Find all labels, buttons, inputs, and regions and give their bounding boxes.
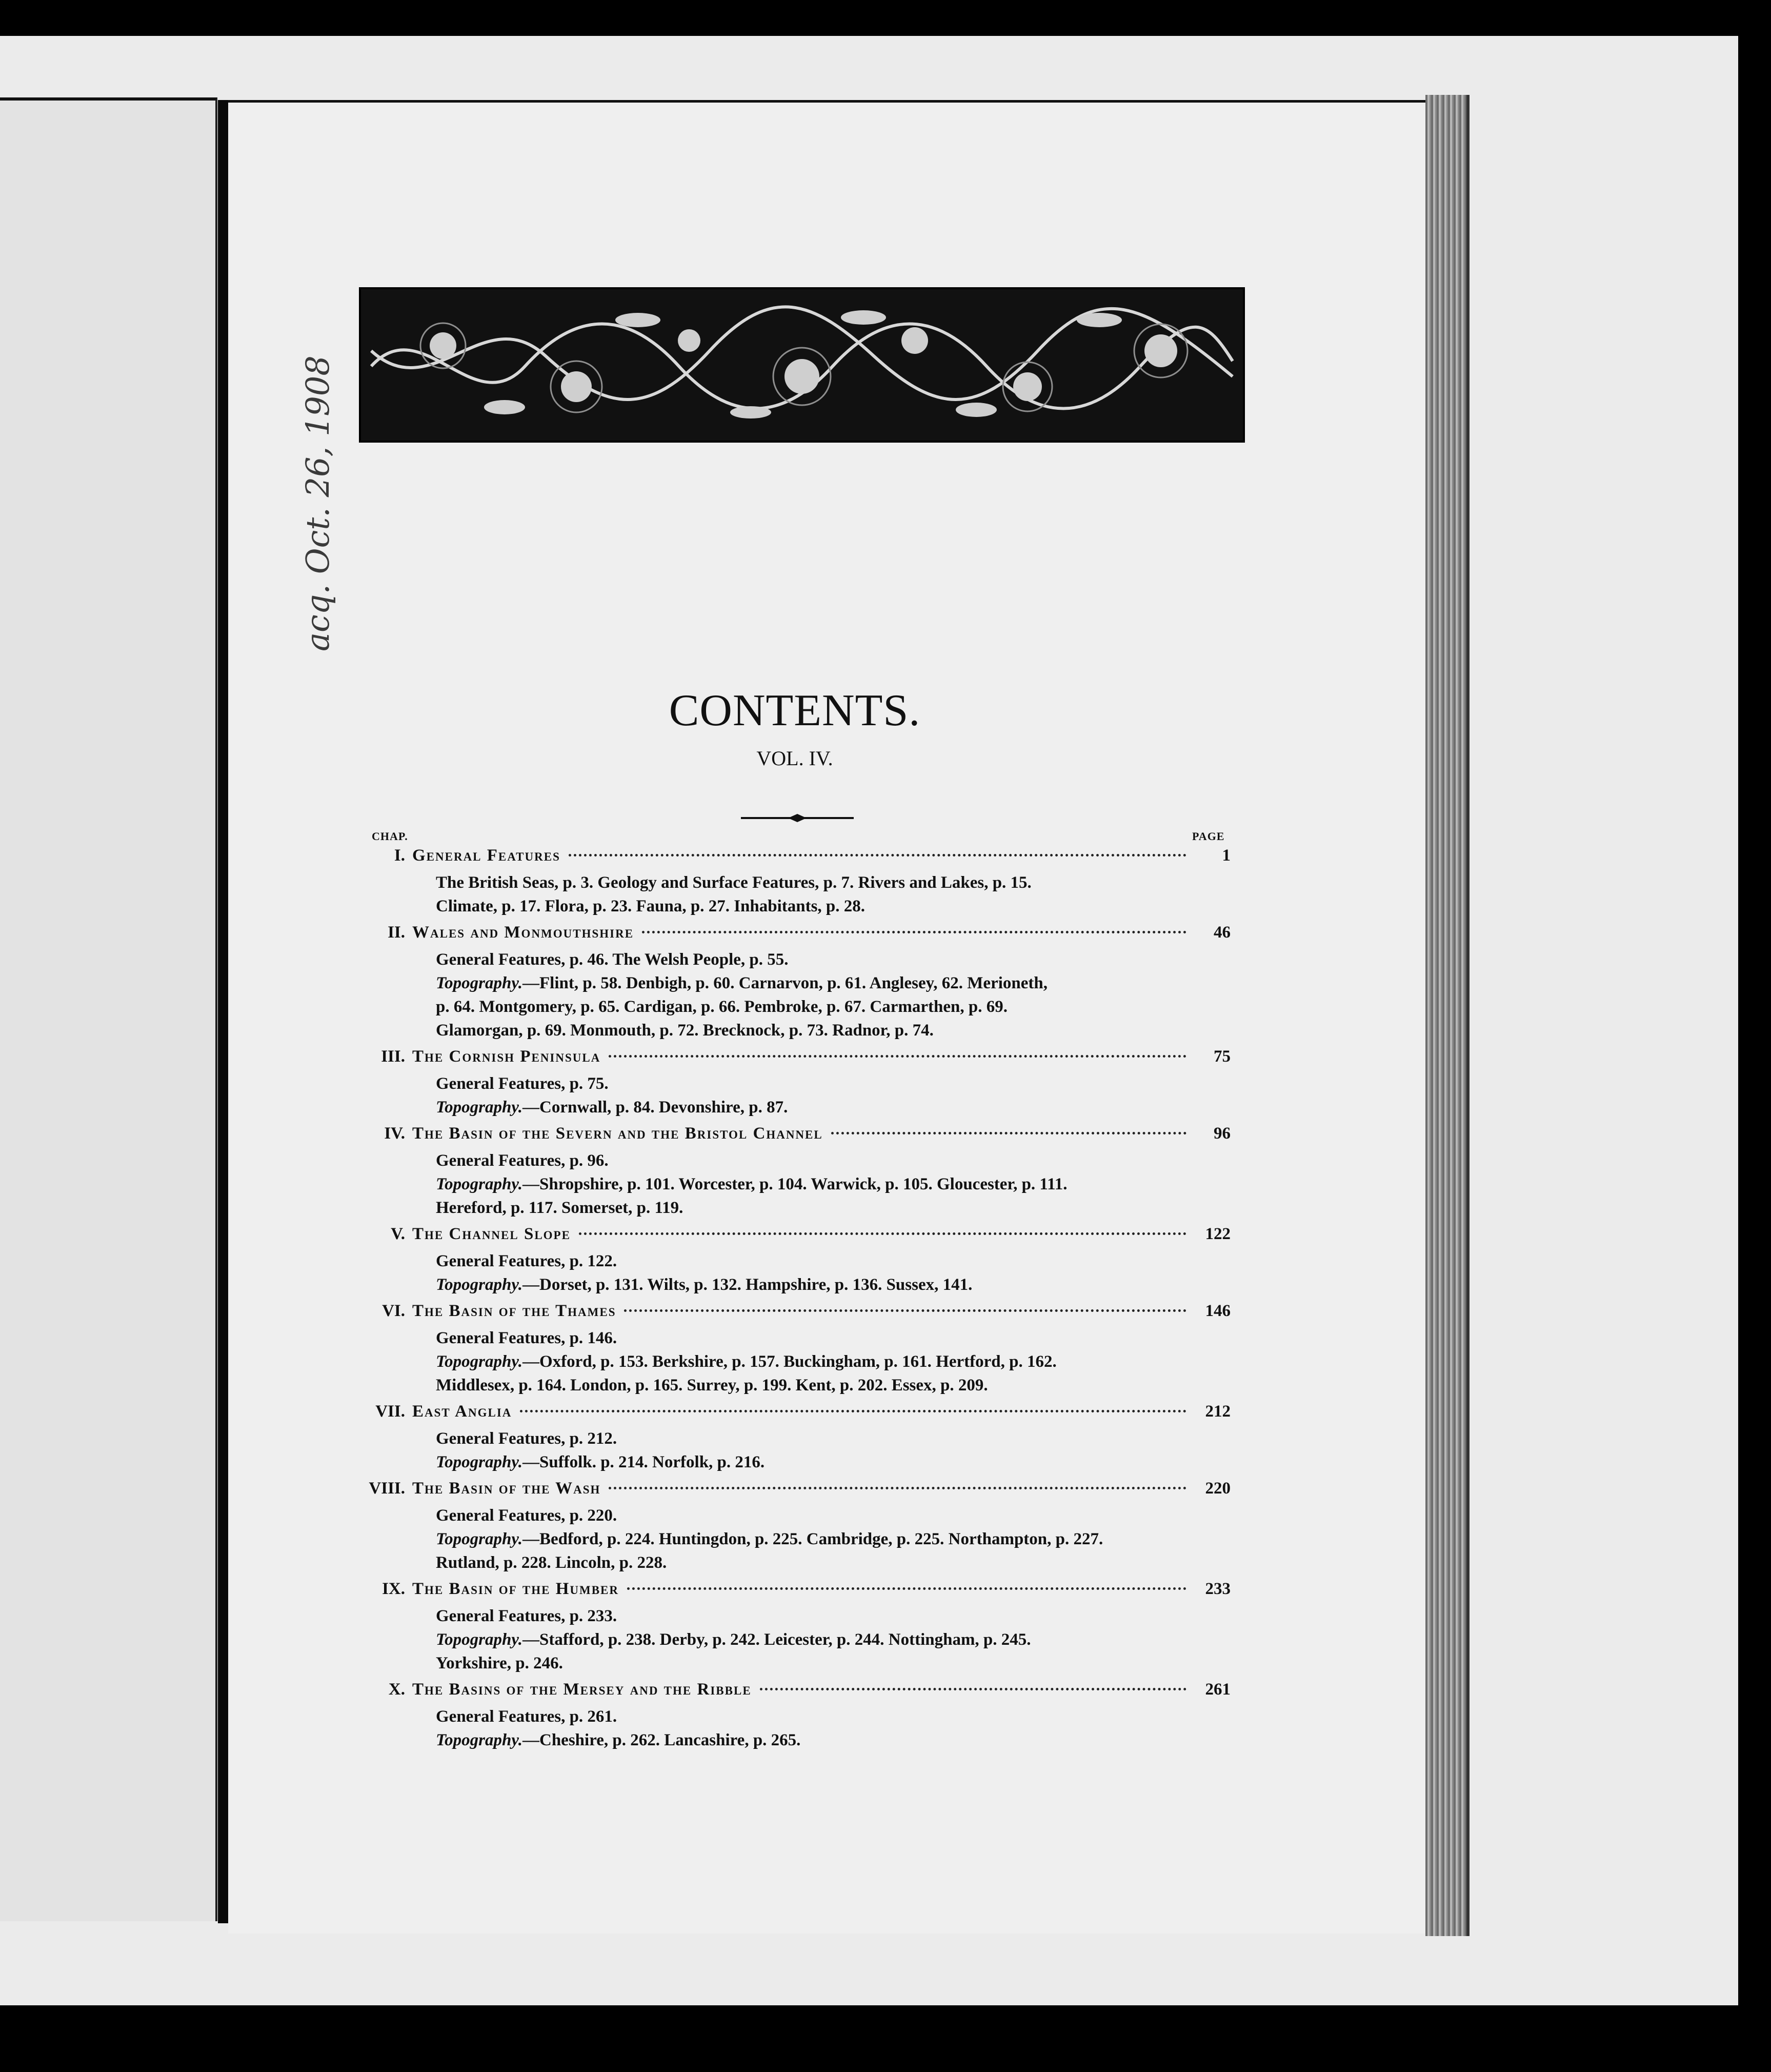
toc-entry-heading	[359, 923, 1231, 948]
chapter-detail-line	[359, 1628, 1231, 1651]
page-column-header: PAGE	[1192, 830, 1225, 843]
dot-leader	[579, 1232, 1186, 1235]
chapter-title: The Basin of the Thames	[412, 1302, 616, 1320]
detail-text: General Features, p. 46. The Welsh People, p. 55.	[436, 950, 789, 969]
left-page	[0, 97, 217, 1921]
toc-entry	[359, 1479, 1231, 1575]
chapter-page-number: 261	[1205, 1680, 1231, 1699]
chapter-detail-line	[359, 1705, 1231, 1728]
chapter-number: I.	[394, 846, 405, 865]
chapter-number: VII.	[375, 1402, 405, 1421]
chapter-page-number: 1	[1222, 846, 1231, 865]
detail-text: —Shropshire, p. 101. Worcester, p. 104. Warwick, p. 105. Gloucester, p. 111.	[522, 1175, 1068, 1193]
chapter-title: East Anglia	[412, 1402, 512, 1421]
dot-leader	[520, 1410, 1186, 1412]
chapter-detail-line	[359, 894, 1231, 918]
chapter-page-number: 212	[1205, 1402, 1231, 1421]
decorative-rule	[741, 813, 854, 823]
toc-entry	[359, 1302, 1231, 1397]
dot-leader	[627, 1587, 1186, 1590]
chapter-page-number: 75	[1214, 1047, 1231, 1066]
chapter-detail-line	[359, 1172, 1231, 1196]
dot-leader	[642, 931, 1186, 933]
chapter-number: II.	[388, 923, 405, 942]
chapter-detail-line	[359, 871, 1231, 894]
chapter-detail-line	[359, 1527, 1231, 1551]
dot-leader	[624, 1309, 1186, 1312]
detail-text: Hereford, p. 117. Somerset, p. 119.	[436, 1199, 683, 1217]
detail-text: Glamorgan, p. 69. Monmouth, p. 72. Brecknock, p. 73. Radnor, p. 74.	[436, 1021, 934, 1040]
topography-label: Topography.	[436, 1276, 522, 1294]
chapter-detail-line	[359, 1604, 1231, 1628]
toc-entry	[359, 1225, 1231, 1297]
toc-entry	[359, 1402, 1231, 1474]
detail-text: General Features, p. 233.	[436, 1607, 617, 1625]
chapter-title: The Channel Slope	[412, 1225, 571, 1243]
toc-entry-heading	[359, 1302, 1231, 1326]
detail-text: Climate, p. 17. Flora, p. 23. Fauna, p. 27. Inhabitants, p. 28.	[436, 897, 866, 915]
volume-label: VOL. IV.	[756, 747, 833, 770]
detail-text: —Suffolk. p. 214. Norfolk, p. 216.	[522, 1453, 765, 1471]
detail-text: —Bedford, p. 224. Huntingdon, p. 225. Cambridge, p. 225. Northampton, p. 227.	[522, 1530, 1103, 1548]
chapter-page-number: 146	[1205, 1302, 1231, 1320]
chapter-detail-line	[359, 1504, 1231, 1527]
chapter-detail-line	[359, 1728, 1231, 1752]
ornamental-headpiece	[359, 287, 1245, 443]
chapter-number: IV.	[384, 1124, 405, 1143]
detail-text: —Dorset, p. 131. Wilts, p. 132. Hampshire, p. 136. Sussex, 141.	[522, 1276, 973, 1294]
page-title: CONTENTS.	[669, 686, 921, 735]
chapter-detail-line	[359, 1450, 1231, 1474]
handwritten-acquisition-note: acq. Oct. 26, 1908	[299, 355, 336, 651]
toc-entry-heading	[359, 1047, 1231, 1072]
toc-entry	[359, 923, 1231, 1042]
topography-label: Topography.	[436, 1530, 522, 1548]
chapter-page-number: 220	[1205, 1479, 1231, 1498]
chapter-detail-line	[359, 1072, 1231, 1095]
chapter-number: VI.	[382, 1302, 405, 1320]
chapter-detail-line	[359, 1249, 1231, 1273]
toc-entry	[359, 1580, 1231, 1675]
chapter-title: General Features	[412, 846, 560, 865]
chapter-detail-line	[359, 1427, 1231, 1450]
toc-entry	[359, 846, 1231, 918]
dot-leader	[831, 1132, 1186, 1134]
chapter-title: The Cornish Peninsula	[412, 1047, 601, 1066]
chapter-title: The Basin of the Humber	[412, 1580, 619, 1598]
chapter-column-header: CHAP.	[372, 830, 408, 843]
chapter-detail-line	[359, 1149, 1231, 1172]
detail-text: Middlesex, p. 164. London, p. 165. Surrey, p. 199. Kent, p. 202. Essex, p. 209.	[436, 1376, 988, 1394]
chapter-detail-line	[359, 971, 1231, 995]
book-spine	[218, 100, 228, 1923]
toc-entry-heading	[359, 1580, 1231, 1604]
dot-leader	[609, 1487, 1186, 1489]
detail-text: Rutland, p. 228. Lincoln, p. 228.	[436, 1553, 667, 1572]
topography-label: Topography.	[436, 1175, 522, 1193]
detail-text: —Cornwall, p. 84. Devonshire, p. 87.	[522, 1098, 788, 1117]
dot-leader	[609, 1055, 1186, 1058]
chapter-title: Wales and Monmouthshire	[412, 923, 634, 942]
table-of-contents	[359, 846, 1231, 1757]
chapter-detail-line	[359, 948, 1231, 971]
chapter-detail-line	[359, 1350, 1231, 1373]
chapter-number: VIII.	[369, 1479, 405, 1498]
chapter-detail-line	[359, 1326, 1231, 1350]
chapter-title: The Basins of the Mersey and the Ribble	[412, 1680, 752, 1699]
chapter-page-number: 233	[1205, 1580, 1231, 1598]
detail-text: General Features, p. 261.	[436, 1707, 617, 1726]
chapter-number: IX.	[382, 1580, 405, 1598]
toc-entry-heading	[359, 1124, 1231, 1149]
chapter-detail-line	[359, 1651, 1231, 1675]
detail-text: Yorkshire, p. 246.	[436, 1654, 563, 1672]
toc-entry	[359, 1680, 1231, 1752]
detail-text: General Features, p. 96.	[436, 1151, 609, 1170]
chapter-detail-line	[359, 1196, 1231, 1220]
detail-text: General Features, p. 122.	[436, 1252, 617, 1270]
chapter-page-number: 46	[1214, 923, 1231, 942]
chapter-detail-line	[359, 1551, 1231, 1575]
chapter-detail-line	[359, 1095, 1231, 1119]
detail-text: General Features, p. 212.	[436, 1429, 617, 1448]
floral-ornament-graphic	[361, 289, 1243, 441]
chapter-number: X.	[388, 1680, 405, 1699]
topography-label: Topography.	[436, 1630, 522, 1649]
chapter-detail-line	[359, 1273, 1231, 1297]
chapter-detail-line	[359, 1373, 1231, 1397]
detail-text: p. 64. Montgomery, p. 65. Cardigan, p. 66. Pembroke, p. 67. Carmarthen, p. 69.	[436, 998, 1008, 1016]
chapter-title: The Basin of the Severn and the Bristol Channel	[412, 1124, 823, 1143]
chapter-number: V.	[391, 1225, 405, 1243]
toc-entry	[359, 1047, 1231, 1119]
chapter-detail-line	[359, 1019, 1231, 1042]
detail-text: The British Seas, p. 3. Geology and Surface Features, p. 7. Rivers and Lakes, p. 15.	[436, 873, 1032, 892]
detail-text: —Oxford, p. 153. Berkshire, p. 157. Buckingham, p. 161. Hertford, p. 162.	[522, 1352, 1057, 1371]
topography-label: Topography.	[436, 1453, 522, 1471]
dot-leader	[760, 1688, 1186, 1690]
chapter-page-number: 96	[1214, 1124, 1231, 1143]
toc-entry	[359, 1124, 1231, 1220]
chapter-title: The Basin of the Wash	[412, 1479, 601, 1498]
toc-entry-heading	[359, 846, 1231, 871]
detail-text: —Cheshire, p. 262. Lancashire, p. 265.	[522, 1731, 801, 1749]
page-edges	[1425, 95, 1470, 1936]
toc-entry-heading	[359, 1225, 1231, 1249]
chapter-number: III.	[381, 1047, 405, 1066]
detail-text: —Stafford, p. 238. Derby, p. 242. Leicester, p. 244. Nottingham, p. 245.	[522, 1630, 1031, 1649]
topography-label: Topography.	[436, 974, 522, 992]
topography-label: Topography.	[436, 1352, 522, 1371]
detail-text: General Features, p. 75.	[436, 1074, 609, 1093]
toc-entry-heading	[359, 1680, 1231, 1705]
detail-text: —Flint, p. 58. Denbigh, p. 60. Carnarvon, p. 61. Anglesey, 62. Merioneth,	[522, 974, 1048, 992]
detail-text: General Features, p. 220.	[436, 1506, 617, 1525]
chapter-page-number: 122	[1205, 1225, 1231, 1243]
topography-label: Topography.	[436, 1731, 522, 1749]
dot-leader	[569, 854, 1186, 856]
chapter-detail-line	[359, 995, 1231, 1019]
detail-text: General Features, p. 146.	[436, 1329, 617, 1347]
topography-label: Topography.	[436, 1098, 522, 1117]
toc-entry-heading	[359, 1402, 1231, 1427]
toc-entry-heading	[359, 1479, 1231, 1504]
